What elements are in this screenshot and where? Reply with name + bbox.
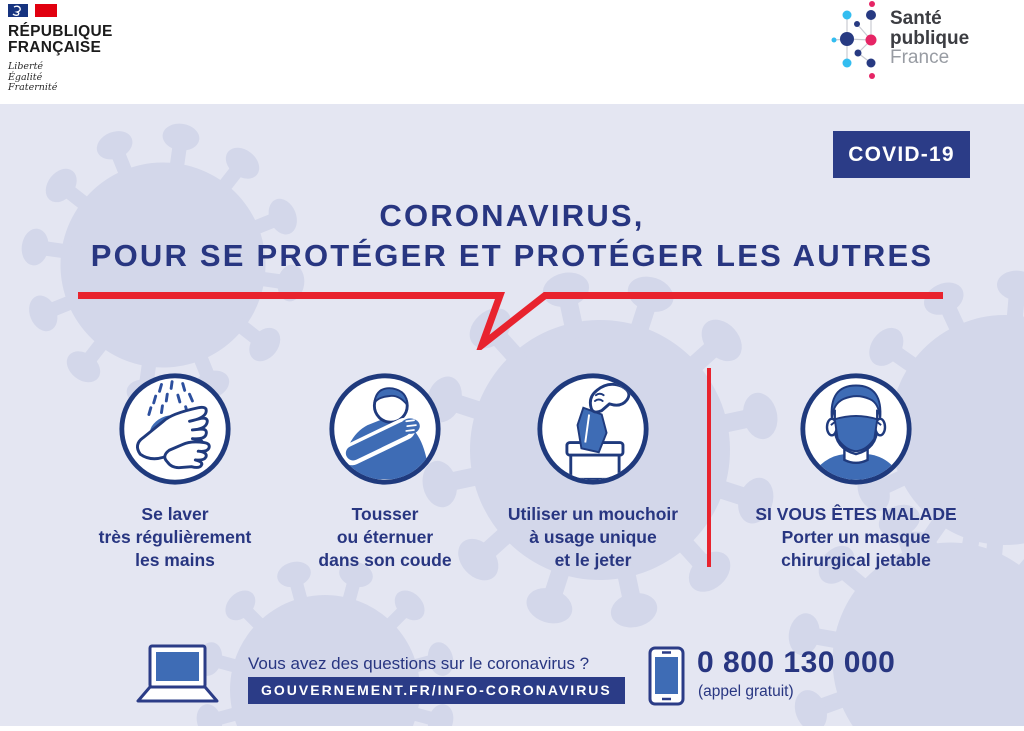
step-cough-elbow xyxy=(275,371,495,572)
title-line1: CORONAVIRUS, xyxy=(379,198,645,233)
cough-elbow-icon xyxy=(327,371,443,487)
step-wash-hands xyxy=(65,371,285,572)
title-line2: POUR SE PROTÉGER ET PROTÉGER LES AUTRES xyxy=(90,238,934,273)
wash-hands-icon xyxy=(117,371,233,487)
republique-name xyxy=(8,24,158,56)
step-tissue xyxy=(483,371,703,572)
republique-line2: FRANÇAISE xyxy=(8,39,102,56)
tissue-icon xyxy=(535,371,651,487)
republique-motto: Liberté Égalité Fraternité xyxy=(8,61,58,93)
republique-francaise-logo xyxy=(8,3,158,94)
laptop-icon xyxy=(127,644,227,704)
red-underline-rule xyxy=(75,288,950,350)
sante-publique-dots-icon xyxy=(828,0,886,86)
step-caption: SI VOUS ÊTES MALADE Porter un masque chirurgical jetable xyxy=(755,504,957,570)
hotline-phone-number: 0 800 130 000 xyxy=(697,646,896,679)
surgical-mask-icon xyxy=(798,371,914,487)
gouvernement-url-link[interactable]: GOUVERNEMENT.FR/INFO-CORONAVIRUS xyxy=(248,677,625,704)
footer-question: Vous avez des questions sur le coronavirus ? xyxy=(248,654,590,673)
step-caption: Utiliser un mouchoir à usage unique et le jeter xyxy=(507,504,679,570)
header-band xyxy=(0,0,1024,104)
covid19-badge xyxy=(833,131,970,178)
step-surgical-mask xyxy=(736,371,976,572)
hotline-free-call-note: (appel gratuit) xyxy=(698,683,794,700)
french-flag-icon xyxy=(8,3,60,19)
step-caption: Se laver très régulièrement les mains xyxy=(98,504,252,570)
step-caption: Tousser ou éternuer dans son coude xyxy=(318,504,452,570)
republique-line1: RÉPUBLIQUE xyxy=(8,23,113,40)
red-vertical-divider xyxy=(707,368,711,567)
smartphone-icon xyxy=(648,646,685,706)
page-title xyxy=(0,196,1024,276)
sante-publique-france-logo: Santé publique France xyxy=(890,8,970,68)
covid19-badge-label: COVID-19 xyxy=(848,142,955,166)
